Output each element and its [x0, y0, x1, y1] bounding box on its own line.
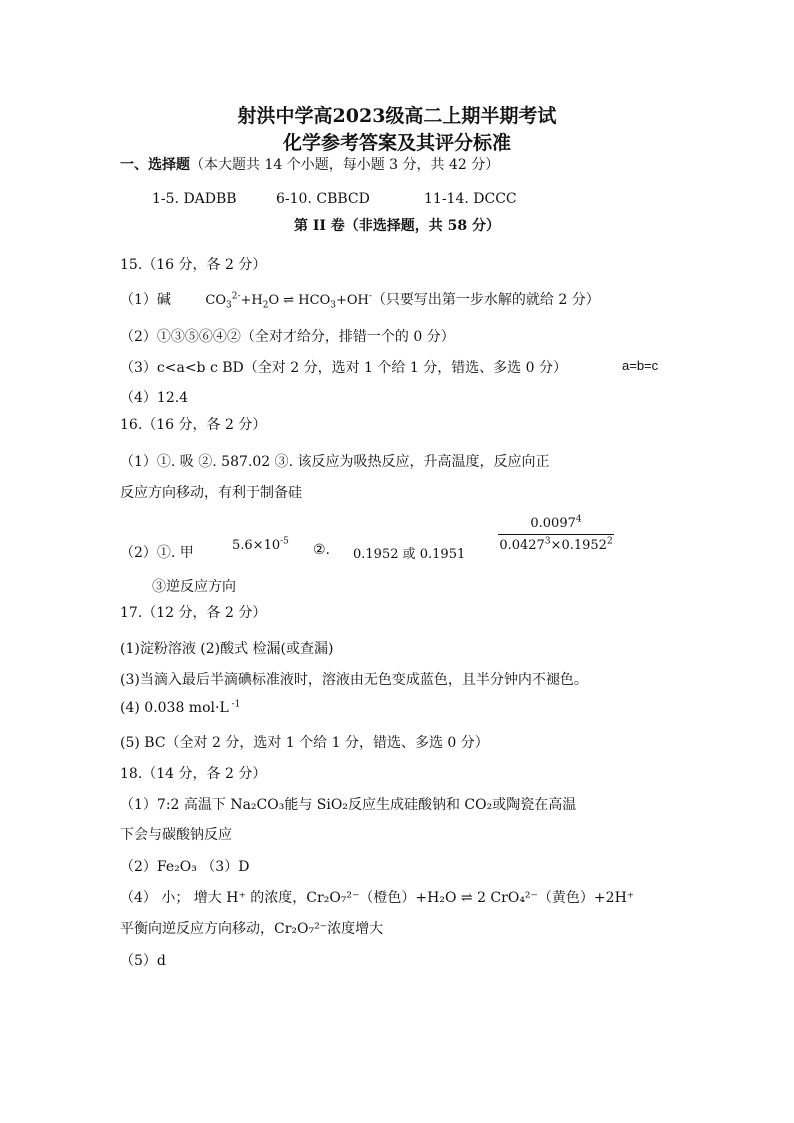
eq-h: +H — [240, 293, 263, 308]
frac-den-exp1: 3 — [544, 536, 551, 547]
eq-sup: 2- — [231, 291, 241, 302]
q18-part4: （4） 小； 增大 H⁺ 的浓度，Cr₂O₇²⁻（橙色）+H₂O ⇌ 2 CrO₄²⁻（黄色）+2H⁺ — [120, 890, 635, 906]
q16-fraction — [498, 516, 614, 553]
q18-part1: （1）7:2 高温下 Na₂CO₃能与 SiO₂反应生成硅酸钠和 CO₂或陶瓷在高温 — [120, 797, 577, 813]
mcq-answer-2: 6-10. CBBCD — [276, 191, 370, 207]
q16-part3: ③逆反应方向 — [152, 579, 236, 595]
eq-sub: 3 — [225, 300, 232, 311]
section2-heading: 第 II 卷（非选择题，共 58 分） — [293, 218, 501, 234]
q15-part4: （4）12.4 — [120, 390, 189, 406]
q16-p2-label: （2）①. 甲 — [120, 545, 194, 561]
q16-p2-answer: 0.1952 或 0.1951 — [353, 547, 466, 562]
q15-p1-label: （1）碱 — [120, 292, 171, 308]
q18-part5: （5）d — [120, 953, 166, 969]
doc-subtitle: 化学参考答案及其评分标准 — [282, 132, 511, 154]
frac-num-exp: 4 — [575, 514, 582, 525]
q15-head: 15.（16 分，各 2 分） — [120, 257, 267, 273]
q16-p2-mark: ②. — [313, 542, 331, 558]
frac-den-mid: ×0.1952 — [550, 538, 607, 553]
eq-hco: O ⇌ HCO — [268, 293, 331, 308]
fraction-denominator — [498, 538, 614, 553]
q17-part1-2: (1)淀粉溶液 (2)酸式 检漏(或查漏) — [120, 641, 334, 657]
q17-p4-exp: -1 — [228, 699, 241, 710]
q15-p3-tail: a=b=c — [622, 358, 659, 373]
mcq-answer-1: 1-5. DADBB — [152, 191, 237, 207]
q18-head: 18.（14 分，各 2 分） — [120, 766, 267, 782]
eq-sup2: - — [368, 291, 372, 302]
fraction-numerator — [498, 516, 614, 531]
q15-part2: （2）①③⑤⑥④②（全对才给分，排错一个的 0 分） — [120, 329, 455, 345]
eq-oh: +OH — [335, 293, 369, 308]
q18-part2-3: （2）Fe₂O₃ （3）D — [120, 859, 250, 875]
q15-p1-note: （只要写出第一步水解的就给 2 分） — [371, 292, 600, 308]
q17-head: 17.（12 分，各 2 分） — [120, 605, 267, 621]
fraction-bar — [498, 534, 614, 535]
eq-co: CO — [205, 293, 226, 308]
q18-part1-cont: 下会与碳酸钠反应 — [120, 827, 232, 843]
section1-line — [120, 154, 499, 174]
frac-den: 0.0427 — [499, 538, 545, 553]
section1-note: （本大题共 14 个小题，每小题 3 分，共 42 分） — [190, 157, 500, 173]
q16-head: 16.（16 分，各 2 分） — [120, 417, 267, 433]
q17-part3: (3)当滴入最后半滴碘标准液时，溶液由无色变成蓝色，且半分钟内不褪色。 — [120, 672, 588, 688]
mcq-answer-3: 11-14. DCCC — [424, 191, 517, 207]
section1-heading: 一、选择题 — [120, 157, 190, 173]
q16-part1-cont: 反应方向移动，有利于制备硅 — [120, 485, 302, 501]
q17-part5: (5) BC（全对 2 分，选对 1 个给 1 分，错选、多选 0 分） — [120, 735, 489, 751]
q16-p2-value — [232, 538, 289, 553]
q15-p3-text: （3）c<a<b c BD（全对 2 分，选对 1 个给 1 分，错选、多选 0 分） — [120, 360, 568, 376]
q16-p2-exp: -5 — [280, 536, 289, 547]
q15-part3 — [120, 357, 567, 377]
q18-part4-cont: 平衡向逆反应方向移动，Cr₂O₇²⁻浓度增大 — [120, 921, 384, 937]
frac-den-exp2: 2 — [606, 536, 613, 547]
eq-sub3: 3 — [330, 300, 336, 311]
q17-p4-text: (4) 0.038 mol·L — [120, 700, 229, 716]
q16-p2-val: 5.6×10 — [232, 538, 281, 553]
frac-num: 0.0097 — [530, 516, 576, 531]
doc-title: 射洪中学高2023级高二上期半期考试 — [237, 105, 557, 127]
q16-part1: （1）①. 吸 ②. 587.02 ③. 该反应为吸热反应，升高温度，反应向正 — [120, 454, 550, 470]
eq-sub2: 2 — [262, 300, 269, 311]
q15-part1 — [120, 289, 600, 309]
q15-equation — [205, 291, 372, 311]
q17-part4 — [120, 700, 240, 716]
